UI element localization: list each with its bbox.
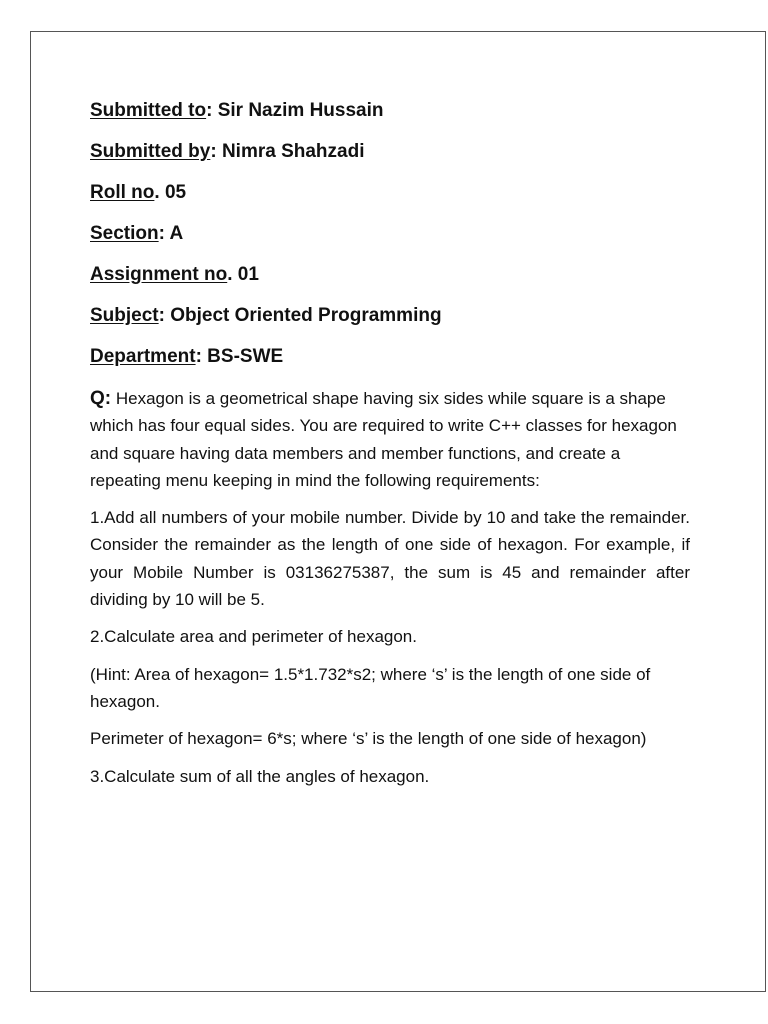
assignment-no-value: 01 <box>232 264 259 285</box>
assignment-no-separator: . <box>227 264 233 285</box>
roll-no-label: Roll no <box>90 182 155 203</box>
department-separator: : <box>195 346 202 367</box>
hint-perimeter: Perimeter of hexagon= 6*s; where ‘s’ is the length of one side of hexagon) <box>90 729 647 749</box>
requirement-3: 3.Calculate sum of all the angles of hexagon. <box>90 766 430 786</box>
hint-area: (Hint: Area of hexagon= 1.5*1.732*s2; where ‘s’ is the length of one side of hexagon. <box>90 664 651 711</box>
department-value: BS-SWE <box>201 346 284 367</box>
question-paragraph <box>90 385 690 494</box>
assignment-no-line <box>90 262 690 288</box>
roll-no-separator: . <box>154 182 160 203</box>
department-label: Department <box>90 346 196 367</box>
submitted-to-line <box>90 98 690 124</box>
submitted-to-separator: : <box>206 100 213 121</box>
requirement-2: 2.Calculate area and perimeter of hexagon. <box>90 627 417 647</box>
question-label: Q: <box>90 388 112 409</box>
subject-separator: : <box>158 305 165 326</box>
submitted-by-separator: : <box>210 141 217 162</box>
section-line <box>90 221 690 247</box>
roll-no-line <box>90 180 690 206</box>
subject-line <box>90 303 690 329</box>
subject-value: Object Oriented Programming <box>164 305 442 326</box>
submitted-to-value: Sir Nazim Hussain <box>212 100 384 121</box>
submitted-to-label: Submitted to <box>90 100 207 121</box>
roll-no-value: 05 <box>159 182 187 203</box>
department-line <box>90 344 690 370</box>
subject-label: Subject <box>90 305 159 326</box>
submitted-by-line <box>90 139 690 165</box>
requirement-1: 1.Add all numbers of your mobile number. Divide by 10 and take the remainder. Consider the remainder as the length of one side of hexagon. For example, if your Mobile Number is 03136275387, the sum is 45 and remainder after dividing by 10 will be 5. <box>90 508 690 610</box>
section-value: A <box>164 223 184 244</box>
assignment-no-label: Assignment no <box>90 264 228 285</box>
document-body <box>90 98 690 800</box>
submitted-by-label: Submitted by <box>90 141 211 162</box>
submitted-by-value: Nimra Shahzadi <box>216 141 365 162</box>
section-separator: : <box>158 223 165 244</box>
question-text: Hexagon is a geometrical shape having six sides while square is a shape which has four equal sides. You are required to write C++ classes for hexagon and square having data members and member functions, and create a repeating menu keeping in mind the following requirements: <box>90 389 677 490</box>
section-label: Section <box>90 223 159 244</box>
